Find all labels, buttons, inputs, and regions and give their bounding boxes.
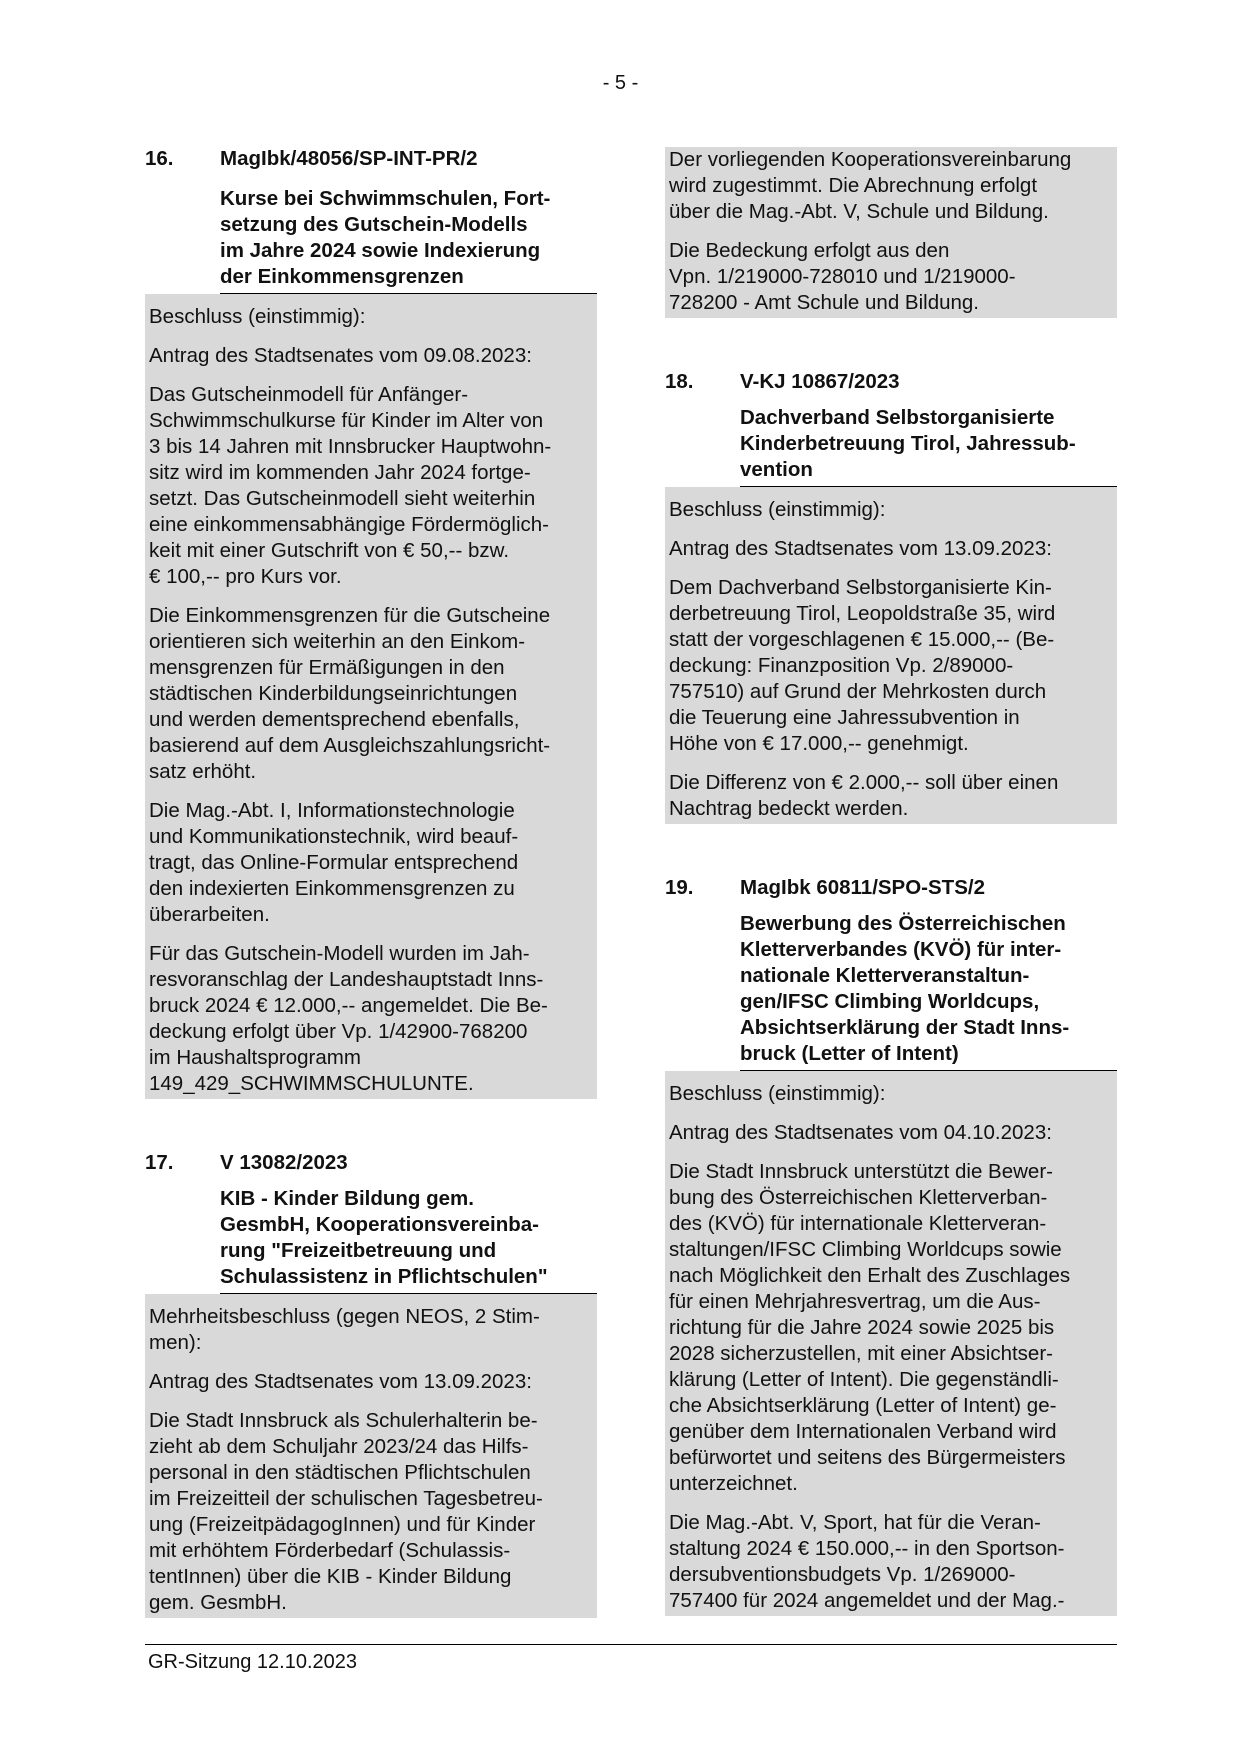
- item-reference: V 13082/2023: [220, 1151, 348, 1174]
- paragraph: Dem Dachverband Selbstorganisierte Kin- derbetreuung Tirol, Leopoldstraße 35, wird statt der vorgeschlagenen € 15.000,-- (Be- deckung: Finanzposition Vp. 2/89000- 757510) auf Grund der Mehrkosten durch die Teuerung eine Jahressubvention in Höhe von € 17.000,-- genehmigt.: [669, 576, 1056, 755]
- item-number: 16.: [145, 147, 174, 170]
- title-line: bruck (Letter of Intent): [740, 1042, 959, 1065]
- item-number: 17.: [145, 1151, 174, 1174]
- item-header: [665, 370, 1117, 393]
- title-line: Kurse bei Schwimmschulen, Fort-: [220, 187, 551, 210]
- resolution-type: Beschluss (einstimmig):: [669, 498, 886, 521]
- resolution-box: [665, 487, 1117, 824]
- continuation-box: [665, 147, 1117, 318]
- item-number: 18.: [665, 370, 694, 393]
- title-line: GesmbH, Kooperationsvereinba-: [220, 1213, 539, 1236]
- resolution-type: Mehrheitsbeschluss (gegen NEOS, 2 Stim- men):: [149, 1305, 540, 1354]
- title-line: nationale Kletterveranstaltun-: [740, 964, 1030, 987]
- footer-session-date: GR-Sitzung 12.10.2023: [148, 1651, 358, 1673]
- paragraph: Für das Gutschein-Modell wurden im Jah- resvoranschlag der Landeshauptstadt Inns- bruck 2024 € 12.000,-- angemeldet. Die Be- deckung erfolgt über Vp. 1/42900-768200 im Haushaltsprogramm 149_429_SCHWIMMSCHULUNTE.: [149, 942, 548, 1095]
- item-reference: MagIbk/48056/SP-INT-PR/2: [220, 147, 478, 170]
- paragraph: Die Differenz von € 2.000,-- soll über einen Nachtrag bedeckt werden.: [669, 771, 1059, 820]
- title-line: gen/IFSC Climbing Worldcups,: [740, 990, 1040, 1013]
- item-reference: V-KJ 10867/2023: [740, 370, 900, 393]
- resolution-type: Beschluss (einstimmig):: [149, 305, 366, 328]
- paragraph: Die Mag.-Abt. I, Informationstechnologie und Kommunikationstechnik, wird beauf- tragt, das Online-Formular entsprechend den indexierten Einkommensgrenzen zu überarbeiten.: [149, 799, 519, 926]
- title-line: Kletterverbandes (KVÖ) für inter-: [740, 938, 1062, 961]
- resolution-box: [145, 1294, 597, 1618]
- title-line: Schulassistenz in Pflichtschulen": [220, 1265, 548, 1288]
- item-reference: MagIbk 60811/SPO-STS/2: [740, 876, 985, 899]
- agenda-item-18: [665, 370, 1117, 824]
- resolution-type: Beschluss (einstimmig):: [669, 1082, 886, 1105]
- title-line: vention: [740, 458, 813, 481]
- title-line: rung "Freizeitbetreuung und: [220, 1239, 497, 1262]
- motion-line: Antrag des Stadtsenates vom 13.09.2023:: [669, 537, 1052, 560]
- paragraph: Der vorliegenden Kooperationsvereinbarung wird zugestimmt. Die Abrechnung erfolgt über die Mag.-Abt. V, Schule und Bildung.: [669, 148, 1072, 223]
- item-title: [220, 1186, 597, 1294]
- title-line: Absichtserklärung der Stadt Inns-: [740, 1016, 1070, 1039]
- item-title: [740, 911, 1117, 1071]
- title-line: KIB - Kinder Bildung gem.: [220, 1187, 474, 1210]
- paragraph: Das Gutscheinmodell für Anfänger- Schwimmschulkurse für Kinder im Alter von 3 bis 14 Jahren mit Innsbrucker Hauptwohn- sitz wird im kommenden Jahr 2024 fortge- setzt. Das Gutscheinmodell sieht weiterhin eine einkommensabhängige Fördermöglich- keit mit einer Gutschrift von € 50,-- bzw. € 100,-- pro Kurs vor.: [149, 383, 552, 588]
- title-line: Dachverband Selbstorganisierte: [740, 406, 1055, 429]
- motion-line: Antrag des Stadtsenates vom 13.09.2023:: [149, 1370, 532, 1393]
- paragraph: Die Stadt Innsbruck als Schulerhalterin be- zieht ab dem Schuljahr 2023/24 das Hilfs- personal in den städtischen Pflichtschulen im Freizeitteil der schulischen Tagesbetreu- ung (FreizeitpädagogInnen) und für Kinder mit erhöhtem Förderbedarf (Schulassis- tentInnen) über die KIB - Kinder Bildung gem. GesmbH.: [149, 1409, 543, 1614]
- item-number: 19.: [665, 876, 694, 899]
- resolution-box: [145, 294, 597, 1099]
- footer-divider: [145, 1644, 1117, 1645]
- page-number: - 5 -: [602, 72, 639, 94]
- paragraph: Die Einkommensgrenzen für die Gutscheine orientieren sich weiterhin an den Einkom- mensgrenzen für Ermäßigungen in den städtischen Kinderbildungseinrichtungen und werden dementsprechend ebenfalls, basierend auf dem Ausgleichszahlungsricht- satz erhöht.: [149, 604, 551, 783]
- motion-line: Antrag des Stadtsenates vom 09.08.2023:: [149, 344, 532, 367]
- motion-line: Antrag des Stadtsenates vom 04.10.2023:: [669, 1121, 1052, 1144]
- item-header: [665, 876, 1117, 899]
- title-line: setzung des Gutschein-Modells: [220, 213, 528, 236]
- paragraph: Die Stadt Innsbruck unterstützt die Bewer- bung des Österreichischen Kletterverban- des (KVÖ) für internationale Kletterveran- staltungen/IFSC Climbing Worldcups sowie nach Möglichkeit den Erhalt des Zuschlages für einen Mehrjahresvertrag, um die Aus- richtung für die Jahre 2024 sowie 2025 bis 2028 sicherzustellen, mit einer Absichtser- klärung (Letter of Intent). Die gegenständli- che Absichtserklärung (Letter of Intent) ge- genüber dem Internationalen Verband wird befürwortet und seitens des Bürgermeisters unterzeichnet.: [669, 1160, 1071, 1495]
- item-header: [145, 147, 597, 170]
- agenda-item-19: [665, 876, 1117, 1616]
- item-title: [220, 186, 597, 294]
- title-line: im Jahre 2024 sowie Indexierung: [220, 239, 541, 262]
- title-line: der Einkommensgrenzen: [220, 265, 464, 288]
- agenda-item-16: [145, 147, 597, 1099]
- item-title: [740, 405, 1117, 487]
- resolution-box: [665, 1071, 1117, 1616]
- title-line: Bewerbung des Österreichischen: [740, 912, 1066, 935]
- right-column: [665, 147, 1117, 1616]
- left-column: [145, 147, 597, 1618]
- agenda-item-17: [145, 1151, 597, 1618]
- paragraph: Die Bedeckung erfolgt aus den Vpn. 1/219000-728010 und 1/219000- 728200 - Amt Schule und Bildung.: [669, 239, 1016, 314]
- item-header: [145, 1151, 597, 1174]
- paragraph: Die Mag.-Abt. V, Sport, hat für die Veran- staltung 2024 € 150.000,-- in den Sportson- dersubventionsbudgets Vp. 1/269000- 757400 für 2024 angemeldet und der Mag.-: [669, 1511, 1065, 1612]
- title-line: Kinderbetreuung Tirol, Jahressub-: [740, 432, 1076, 455]
